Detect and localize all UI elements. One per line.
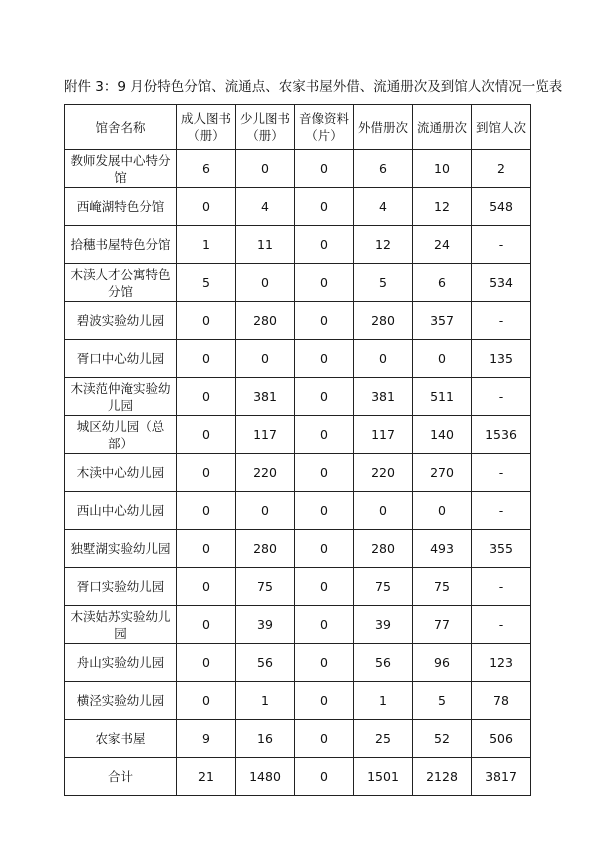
- cell-loans: 75: [354, 568, 413, 606]
- cell-adult-books: 6: [177, 150, 236, 188]
- cell-children-books: 0: [236, 264, 295, 302]
- table-row: [65, 606, 531, 644]
- cell-branch-name: 木渎中心幼儿园: [65, 454, 177, 492]
- table-row: [65, 150, 531, 188]
- cell-circulation: 10: [413, 150, 472, 188]
- document-title: 附件 3：9 月份特色分馆、流通点、农家书屋外借、流通册次及到馆人次情况一览表: [64, 79, 563, 95]
- header-branch-name: 馆舍名称: [65, 105, 177, 150]
- cell-loans: 12: [354, 226, 413, 264]
- cell-children-books: 1480: [236, 758, 295, 796]
- cell-circulation: 5: [413, 682, 472, 720]
- cell-audio-video: 0: [295, 150, 354, 188]
- header-circulation: 流通册次: [413, 105, 472, 150]
- cell-circulation: 357: [413, 302, 472, 340]
- header-children-books: 少儿图书（册）: [236, 105, 295, 150]
- cell-audio-video: 0: [295, 416, 354, 454]
- table-header-row: [65, 105, 531, 150]
- cell-children-books: 0: [236, 150, 295, 188]
- cell-visits: 506: [472, 720, 531, 758]
- cell-branch-name: 碧波实验幼儿园: [65, 302, 177, 340]
- cell-circulation: 0: [413, 340, 472, 378]
- cell-adult-books: 0: [177, 682, 236, 720]
- table-row: [65, 264, 531, 302]
- cell-loans: 0: [354, 340, 413, 378]
- cell-loans: 280: [354, 530, 413, 568]
- cell-visits: -: [472, 302, 531, 340]
- table-row: [65, 226, 531, 264]
- cell-children-books: 0: [236, 492, 295, 530]
- cell-branch-name: 西山中心幼儿园: [65, 492, 177, 530]
- cell-audio-video: 0: [295, 682, 354, 720]
- cell-circulation: 140: [413, 416, 472, 454]
- cell-children-books: 117: [236, 416, 295, 454]
- cell-loans: 25: [354, 720, 413, 758]
- cell-visits: 78: [472, 682, 531, 720]
- cell-circulation: 12: [413, 188, 472, 226]
- cell-children-books: 280: [236, 302, 295, 340]
- cell-branch-name: 农家书屋: [65, 720, 177, 758]
- header-audio-video: 音像资料（片）: [295, 105, 354, 150]
- cell-audio-video: 0: [295, 720, 354, 758]
- cell-adult-books: 9: [177, 720, 236, 758]
- cell-loans: 117: [354, 416, 413, 454]
- cell-loans: 0: [354, 492, 413, 530]
- cell-circulation: 2128: [413, 758, 472, 796]
- cell-adult-books: 0: [177, 568, 236, 606]
- cell-audio-video: 0: [295, 340, 354, 378]
- cell-children-books: 280: [236, 530, 295, 568]
- cell-audio-video: 0: [295, 454, 354, 492]
- cell-audio-video: 0: [295, 758, 354, 796]
- cell-loans: 5: [354, 264, 413, 302]
- table-row: [65, 720, 531, 758]
- cell-loans: 220: [354, 454, 413, 492]
- cell-loans: 1: [354, 682, 413, 720]
- cell-visits: 548: [472, 188, 531, 226]
- cell-circulation: 52: [413, 720, 472, 758]
- cell-visits: -: [472, 226, 531, 264]
- cell-visits: -: [472, 492, 531, 530]
- cell-children-books: 220: [236, 454, 295, 492]
- cell-visits: -: [472, 606, 531, 644]
- table-row: [65, 378, 531, 416]
- cell-circulation: 75: [413, 568, 472, 606]
- cell-branch-name: 胥口实验幼儿园: [65, 568, 177, 606]
- cell-adult-books: 21: [177, 758, 236, 796]
- cell-audio-video: 0: [295, 568, 354, 606]
- header-visits: 到馆人次: [472, 105, 531, 150]
- cell-branch-name: 西崦湖特色分馆: [65, 188, 177, 226]
- cell-circulation: 96: [413, 644, 472, 682]
- table-row: [65, 682, 531, 720]
- table-row: [65, 454, 531, 492]
- cell-branch-name: 木渎人才公寓特色分馆: [65, 264, 177, 302]
- cell-children-books: 11: [236, 226, 295, 264]
- cell-audio-video: 0: [295, 226, 354, 264]
- cell-visits: 534: [472, 264, 531, 302]
- cell-children-books: 4: [236, 188, 295, 226]
- header-loans: 外借册次: [354, 105, 413, 150]
- cell-branch-name: 胥口中心幼儿园: [65, 340, 177, 378]
- cell-visits: 135: [472, 340, 531, 378]
- cell-audio-video: 0: [295, 188, 354, 226]
- table-row: [65, 340, 531, 378]
- cell-adult-books: 0: [177, 340, 236, 378]
- cell-loans: 4: [354, 188, 413, 226]
- table-row: [65, 492, 531, 530]
- cell-branch-name: 独墅湖实验幼儿园: [65, 530, 177, 568]
- cell-children-books: 1: [236, 682, 295, 720]
- cell-visits: -: [472, 568, 531, 606]
- cell-children-books: 381: [236, 378, 295, 416]
- cell-adult-books: 0: [177, 416, 236, 454]
- cell-adult-books: 0: [177, 378, 236, 416]
- cell-children-books: 56: [236, 644, 295, 682]
- cell-branch-name: 横泾实验幼儿园: [65, 682, 177, 720]
- table-total-row: [65, 758, 531, 796]
- cell-branch-name: 舟山实验幼儿园: [65, 644, 177, 682]
- cell-audio-video: 0: [295, 644, 354, 682]
- table-row: [65, 416, 531, 454]
- cell-adult-books: 0: [177, 188, 236, 226]
- cell-audio-video: 0: [295, 264, 354, 302]
- header-adult-books: 成人图书（册）: [177, 105, 236, 150]
- cell-adult-books: 0: [177, 302, 236, 340]
- cell-loans: 280: [354, 302, 413, 340]
- cell-visits: 3817: [472, 758, 531, 796]
- cell-adult-books: 0: [177, 644, 236, 682]
- cell-loans: 56: [354, 644, 413, 682]
- cell-audio-video: 0: [295, 378, 354, 416]
- table-row: [65, 530, 531, 568]
- cell-visits: -: [472, 378, 531, 416]
- cell-visits: 1536: [472, 416, 531, 454]
- cell-circulation: 6: [413, 264, 472, 302]
- cell-adult-books: 0: [177, 492, 236, 530]
- cell-circulation: 77: [413, 606, 472, 644]
- cell-children-books: 0: [236, 340, 295, 378]
- cell-branch-name: 城区幼儿园（总部）: [65, 416, 177, 454]
- cell-visits: 123: [472, 644, 531, 682]
- cell-branch-name: 拾穗书屋特色分馆: [65, 226, 177, 264]
- cell-circulation: 270: [413, 454, 472, 492]
- cell-visits: 355: [472, 530, 531, 568]
- cell-children-books: 16: [236, 720, 295, 758]
- table-row: [65, 644, 531, 682]
- cell-visits: -: [472, 454, 531, 492]
- cell-loans: 6: [354, 150, 413, 188]
- cell-circulation: 493: [413, 530, 472, 568]
- statistics-table: [64, 104, 531, 796]
- cell-children-books: 39: [236, 606, 295, 644]
- cell-circulation: 24: [413, 226, 472, 264]
- cell-adult-books: 1: [177, 226, 236, 264]
- cell-adult-books: 0: [177, 530, 236, 568]
- table-row: [65, 188, 531, 226]
- cell-branch-name: 教师发展中心特分馆: [65, 150, 177, 188]
- cell-loans: 1501: [354, 758, 413, 796]
- cell-loans: 39: [354, 606, 413, 644]
- cell-audio-video: 0: [295, 492, 354, 530]
- cell-branch-name: 木渎姑苏实验幼儿园: [65, 606, 177, 644]
- cell-circulation: 511: [413, 378, 472, 416]
- table-row: [65, 568, 531, 606]
- table-row: [65, 302, 531, 340]
- cell-circulation: 0: [413, 492, 472, 530]
- cell-audio-video: 0: [295, 606, 354, 644]
- cell-audio-video: 0: [295, 530, 354, 568]
- cell-adult-books: 5: [177, 264, 236, 302]
- cell-branch-name: 木渎范仲淹实验幼儿园: [65, 378, 177, 416]
- cell-total-label: 合计: [65, 758, 177, 796]
- cell-children-books: 75: [236, 568, 295, 606]
- cell-visits: 2: [472, 150, 531, 188]
- cell-adult-books: 0: [177, 454, 236, 492]
- cell-audio-video: 0: [295, 302, 354, 340]
- cell-loans: 381: [354, 378, 413, 416]
- cell-adult-books: 0: [177, 606, 236, 644]
